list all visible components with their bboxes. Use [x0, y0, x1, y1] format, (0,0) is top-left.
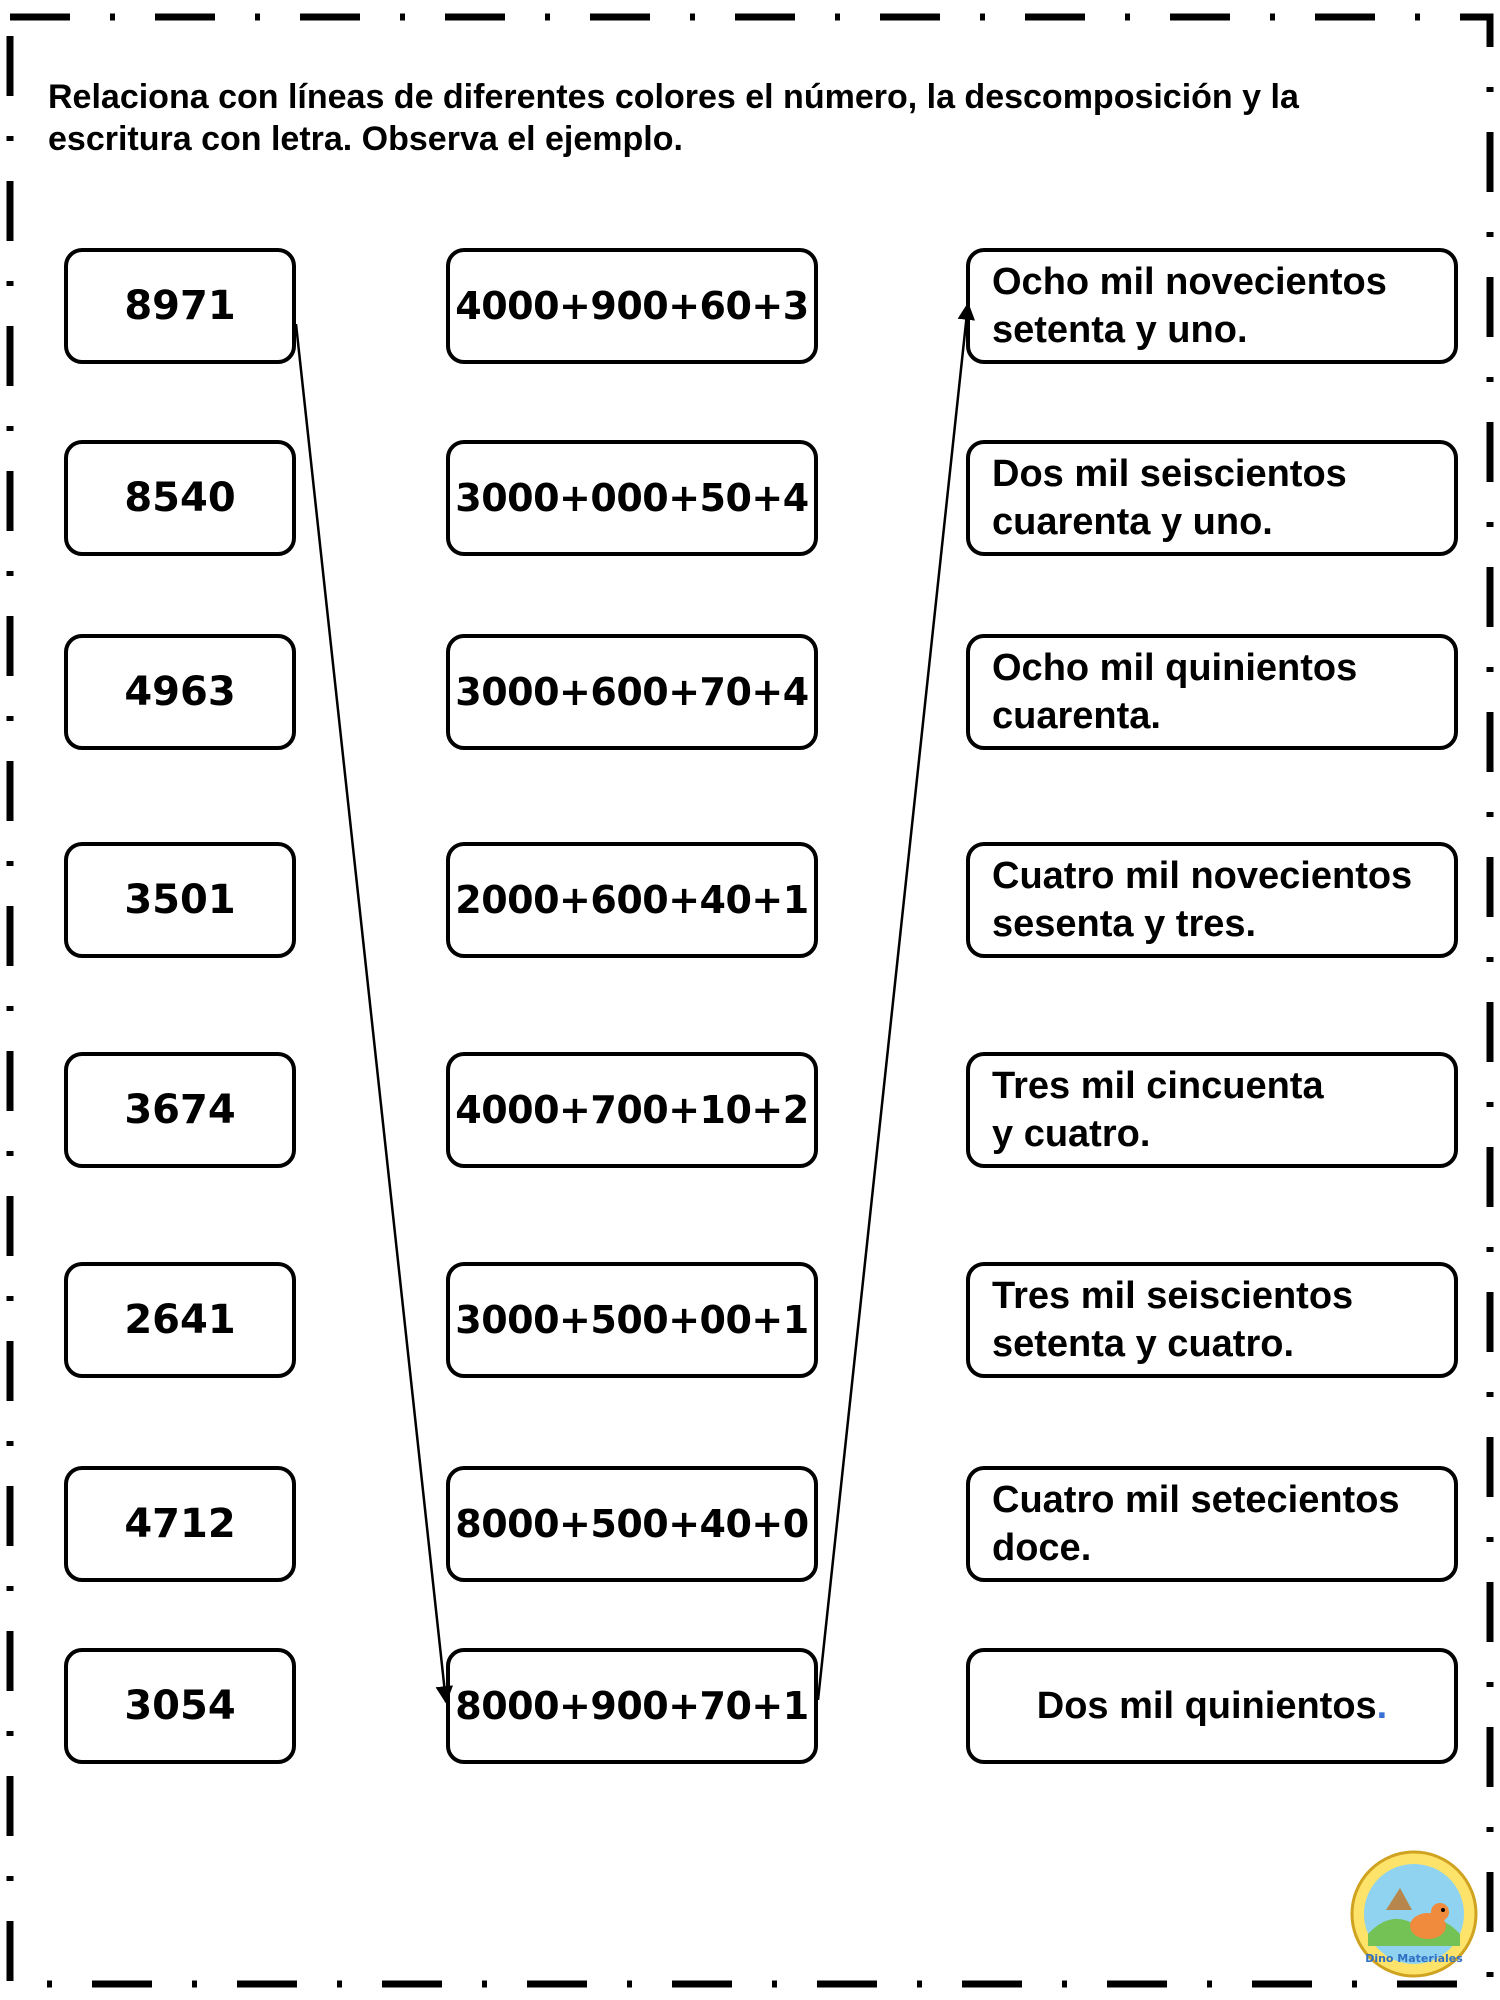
number-box[interactable]: 8971	[64, 248, 296, 364]
example-line-decomposition-to-word	[818, 304, 968, 1700]
example-line-number-to-decomposition	[296, 324, 446, 1702]
decomposition-box[interactable]: 4000+900+60+3	[446, 248, 818, 364]
word-text: Tres mil seiscientos setenta y cuatro.	[992, 1275, 1354, 1365]
decomposition-box[interactable]: 4000+700+10+2	[446, 1052, 818, 1168]
word-text: Ocho mil quinientos cuarenta.	[992, 647, 1358, 737]
decomposition-box[interactable]: 2000+600+40+1	[446, 842, 818, 958]
accent-dot: .	[1376, 1685, 1388, 1727]
decomposition-box[interactable]: 8000+900+70+1	[446, 1648, 818, 1764]
decomposition-box[interactable]: 3000+000+50+4	[446, 440, 818, 556]
svg-text:Dino Materiales: Dino Materiales	[1365, 1952, 1463, 1965]
decomposition-box[interactable]: 3000+500+00+1	[446, 1262, 818, 1378]
number-box[interactable]: 8540	[64, 440, 296, 556]
dinosaur-logo-icon	[1350, 1850, 1478, 1978]
number-box[interactable]: 4712	[64, 1466, 296, 1582]
number-box[interactable]: 4963	[64, 634, 296, 750]
decomposition-box[interactable]: 3000+600+70+4	[446, 634, 818, 750]
word-text: Cuatro mil setecientos doce.	[992, 1479, 1400, 1569]
instruction-text: Relaciona con líneas de diferentes colores el número, la descomposición y la escritura con letra. Observa el ejemplo.	[48, 78, 1299, 158]
word-text-main: Dos mil quinientos	[1036, 1685, 1377, 1727]
word-text: Tres mil cincuenta y cuatro.	[992, 1065, 1324, 1155]
number-box[interactable]: 3674	[64, 1052, 296, 1168]
number-box[interactable]: 3054	[64, 1648, 296, 1764]
word-text: Ocho mil novecientos setenta y uno.	[992, 261, 1387, 351]
word-text: Cuatro mil novecientos sesenta y tres.	[992, 855, 1413, 945]
number-box[interactable]: 2641	[64, 1262, 296, 1378]
decomposition-box[interactable]: 8000+500+40+0	[446, 1466, 818, 1582]
word-text: Dos mil seiscientos cuarenta y uno.	[992, 453, 1347, 543]
number-box[interactable]: 3501	[64, 842, 296, 958]
